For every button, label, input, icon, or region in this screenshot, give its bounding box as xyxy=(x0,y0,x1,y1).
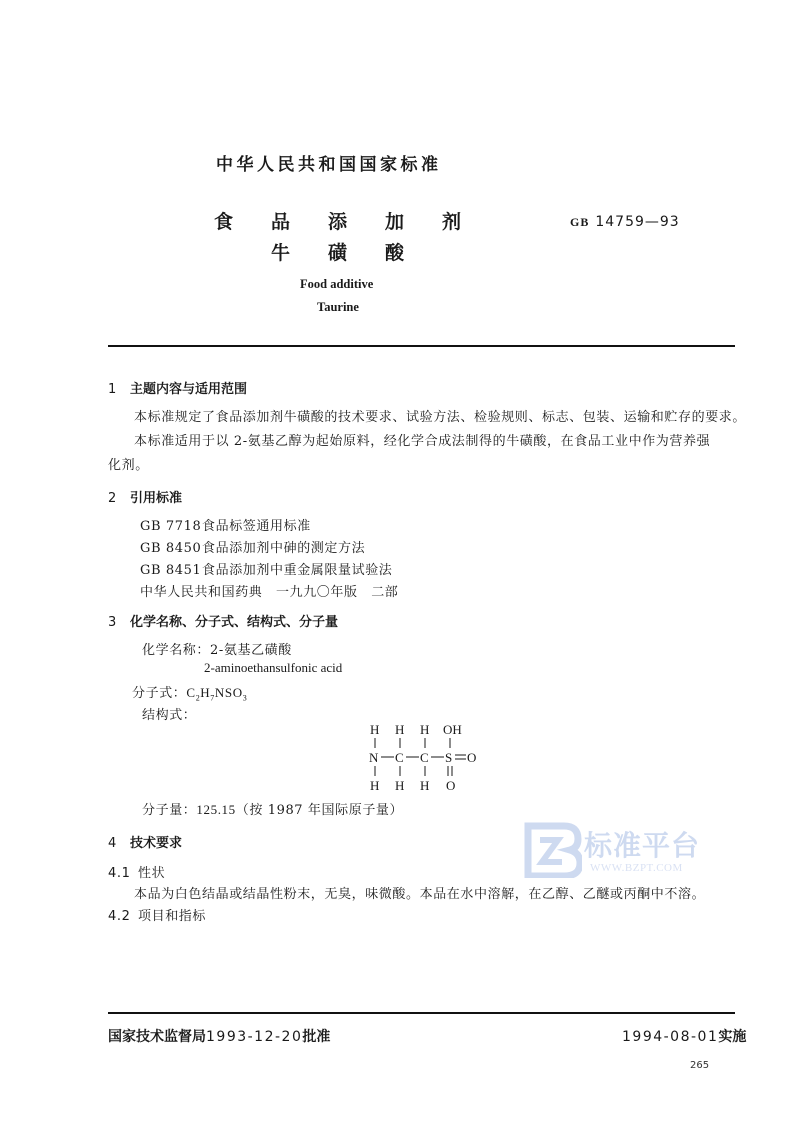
title-char: 添 xyxy=(328,211,348,233)
subsection-number: 4.2 xyxy=(108,909,131,924)
standard-number xyxy=(570,214,680,230)
section-number: 3 xyxy=(108,615,117,630)
mw-note: （按 1987 年国际原子量） xyxy=(235,803,404,818)
watermark-logo-icon xyxy=(524,822,582,878)
section-1-para1: 本标准规定了食品添加剂牛磺酸的技术要求、试验方法、检验规则、标志、包装、运输和贮存的要求。 xyxy=(134,410,747,425)
effective-info xyxy=(622,1026,746,1046)
effective-date: 1994-08-01 xyxy=(622,1029,719,1045)
atom-o: O xyxy=(446,778,456,793)
approver: 国家技术监督局 xyxy=(108,1029,206,1045)
formula-label: 分子式： xyxy=(132,686,187,701)
subsection-title: 项目和指标 xyxy=(138,909,207,924)
reference-item xyxy=(140,537,365,556)
atom-n: N xyxy=(369,750,379,765)
bond-lines xyxy=(370,722,482,796)
formula-rest: NSO xyxy=(214,685,243,700)
section-title: 化学名称、分子式、结构式、分子量 xyxy=(130,615,339,630)
section-number: 1 xyxy=(108,382,117,397)
approval-label: 批准 xyxy=(302,1029,331,1045)
reference-code: GB 7718 xyxy=(140,519,202,534)
subsection-4-1-text: 本品为白色结晶或结晶性粉末，无臭，味微酸。本品在水中溶解，在乙醇、乙醚或丙酮中不溶。 xyxy=(134,887,706,902)
structure-label: 结构式： xyxy=(142,708,197,723)
subsection-title: 性状 xyxy=(138,866,166,881)
approval-date: 1993-12-20 xyxy=(206,1029,303,1045)
atom-h: H xyxy=(370,778,380,793)
reference-code: GB 8450 xyxy=(140,541,202,556)
section-number: 2 xyxy=(108,491,117,506)
atom-s: S xyxy=(445,750,453,765)
structural-formula xyxy=(370,722,480,794)
title-char: 加 xyxy=(385,211,405,233)
header-divider xyxy=(108,345,735,347)
section-title: 引用标准 xyxy=(130,491,183,506)
title-char: 食 xyxy=(214,211,234,233)
title-char: 牛 xyxy=(271,242,291,264)
section-4-heading xyxy=(108,832,182,851)
section-3-heading xyxy=(108,611,338,630)
atom-oh: OH xyxy=(443,722,462,737)
title-char: 酸 xyxy=(385,242,405,264)
atom-o: O xyxy=(467,750,477,765)
section-number: 4 xyxy=(108,836,117,851)
standard-prefix: GB xyxy=(570,215,590,229)
pharmacopoeia-reference: 中华人民共和国药典 一九九〇年版 二部 xyxy=(140,585,399,600)
molecular-weight xyxy=(142,799,403,818)
title-cn-line1 xyxy=(214,207,499,234)
title-cn-line2 xyxy=(271,238,442,265)
section-1-para2-line1: 本标准适用于以 2-氨基乙醇为起始原料，经化学合成法制得的牛磺酸，在食品工业中作为营养强 xyxy=(134,434,711,449)
section-1-para2-line2: 化剂。 xyxy=(108,458,149,473)
title-char: 剂 xyxy=(442,211,462,233)
subsection-number: 4.1 xyxy=(108,866,131,881)
atom-h: H xyxy=(420,722,430,737)
footer-divider xyxy=(108,1012,735,1014)
subsection-4-2-heading xyxy=(108,905,206,924)
reference-item xyxy=(140,559,392,578)
formula-value xyxy=(186,685,248,703)
approval-info xyxy=(108,1026,330,1046)
reference-item xyxy=(140,515,311,534)
title-char: 品 xyxy=(271,211,291,233)
watermark-text: 标准平台 xyxy=(584,831,701,862)
formula-o-sub: 3 xyxy=(242,693,248,703)
chemical-name xyxy=(142,639,292,658)
page-number: 265 xyxy=(690,1060,710,1071)
reference-title: 食品添加剂中砷的测定方法 xyxy=(202,541,366,556)
title-char: 磺 xyxy=(328,242,348,264)
section-2-heading xyxy=(108,487,182,506)
atom-h: H xyxy=(370,722,380,737)
formula-h-sub: 7 xyxy=(210,693,215,703)
section-1-heading xyxy=(108,378,247,397)
reference-title: 食品标签通用标准 xyxy=(202,519,311,534)
reference-code: GB 8451 xyxy=(140,563,202,578)
chemical-name-label: 化学名称： xyxy=(142,643,211,658)
atom-c: C xyxy=(395,750,404,765)
section-title: 技术要求 xyxy=(130,836,183,851)
subsection-4-1-heading xyxy=(108,862,165,881)
atom-h: H xyxy=(420,778,430,793)
atom-h: H xyxy=(395,778,405,793)
reference-title: 食品添加剂中重金属限量试验法 xyxy=(202,563,393,578)
chemical-name-en: 2-aminoethansulfonic acid xyxy=(204,660,343,675)
formula-c: C xyxy=(186,685,196,700)
watermark xyxy=(524,822,734,882)
section-title: 主题内容与适用范围 xyxy=(130,382,248,397)
atom-h: H xyxy=(395,722,405,737)
formula-h: H xyxy=(200,685,211,700)
effective-label: 实施 xyxy=(718,1029,747,1045)
chemical-name-cn: 2-氨基乙磺酸 xyxy=(210,643,292,658)
title-en-line2: Taurine xyxy=(317,300,359,314)
watermark-url: WWW.BZPT.COM xyxy=(590,862,683,874)
title-en-line1: Food additive xyxy=(300,277,374,291)
standard-code: 14759—93 xyxy=(595,214,680,230)
mw-label: 分子量： xyxy=(142,803,197,818)
issuer-heading: 中华人民共和国国家标准 xyxy=(216,155,442,175)
molecular-formula xyxy=(132,682,247,703)
formula-c-sub: 2 xyxy=(195,693,201,703)
mw-value: 125.15 xyxy=(196,802,236,817)
atom-c: C xyxy=(420,750,429,765)
